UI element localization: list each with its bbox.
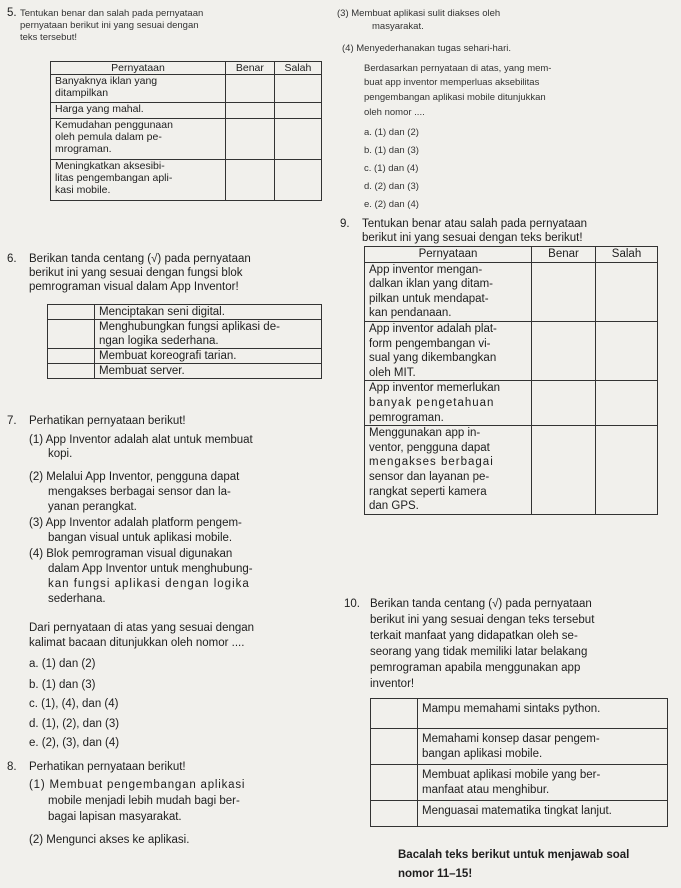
false-checkbox-cell[interactable] — [596, 426, 658, 515]
statement-line: sual yang dikembangkan — [369, 352, 497, 365]
checklist-table-q6 — [47, 304, 322, 379]
statement-line: masyarakat. — [372, 21, 424, 32]
question-text-line: pemrograman apabila menggunakan app — [370, 662, 581, 674]
question-title: Perhatikan pernyataan berikut! — [29, 761, 186, 773]
table-row — [51, 119, 322, 160]
statement-line: Menghubungkan fungsi aplikasi de- — [99, 321, 280, 333]
statement-line: Harga yang mahal. — [55, 103, 144, 115]
question-text-line: Berdasarkan pernyataan di atas, yang mem- — [364, 63, 552, 74]
statement-line: Banyaknya iklan yang — [55, 75, 158, 87]
statement-line: (1) App Inventor adalah alat untuk membuat — [29, 434, 253, 446]
question-number: 7. — [7, 415, 17, 427]
statement-line: dalam App Inventor untuk menghubung- — [48, 563, 253, 575]
false-checkbox-cell[interactable] — [274, 160, 321, 201]
statement-line: litas pengembangan apli- — [55, 172, 173, 184]
true-checkbox-cell[interactable] — [226, 160, 275, 201]
table-row — [371, 729, 668, 765]
question-text-line: Dari pernyataan di atas yang sesuai dengan — [29, 622, 255, 634]
false-checkbox-cell[interactable] — [274, 75, 321, 103]
statement-line: manfaat atau menghibur. — [422, 784, 550, 796]
statement-table-q5 — [50, 61, 322, 201]
statement-line: Membuat aplikasi mobile yang ber- — [422, 769, 601, 781]
header-true: Benar — [532, 247, 596, 263]
statement-line: ditampilkan — [55, 87, 109, 99]
statement-line: form pengembangan vi- — [369, 337, 491, 350]
header-statement: Pernyataan — [51, 62, 226, 75]
checkbox-cell[interactable] — [371, 765, 418, 801]
true-checkbox-cell[interactable] — [226, 119, 275, 160]
question-text-line: terkait manfaat yang didapatkan oleh se- — [370, 630, 578, 642]
true-checkbox-cell[interactable] — [532, 381, 596, 426]
question-text-line: pernyataan berikut ini yang sesuai dengan — [20, 20, 199, 31]
true-checkbox-cell[interactable] — [532, 426, 596, 515]
statement-line: App inventor mengan- — [369, 263, 483, 276]
false-checkbox-cell[interactable] — [596, 381, 658, 426]
statement-line: mrograman. — [55, 143, 112, 155]
checkbox-cell[interactable] — [371, 729, 418, 765]
option-b[interactable]: b. (1) dan (3) — [364, 145, 419, 156]
false-checkbox-cell[interactable] — [274, 103, 321, 119]
section-instruction: nomor 11–15! — [398, 868, 473, 880]
statement-line: kan pendanaan. — [369, 307, 452, 320]
statement-line: (1) Membuat pengembangan aplikasi — [29, 779, 246, 791]
question-text-line: berikut ini yang sesuai dengan teks berikut! — [362, 232, 583, 244]
question-text-line: berikut ini yang sesuai dengan fungsi blok — [29, 267, 243, 279]
header-false: Salah — [596, 247, 658, 263]
option-b[interactable]: b. (1) dan (3) — [29, 679, 96, 691]
statement-line: Membuat koreografi tarian. — [99, 350, 237, 362]
statement-line: mengakses berbagai sensor dan la- — [48, 486, 231, 498]
table-row — [51, 103, 322, 119]
statement-line: yanan perangkat. — [48, 501, 137, 513]
statement-line: (3) Membuat aplikasi sulit diakses oleh — [337, 8, 501, 19]
statement-line: sensor dan layanan pe- — [369, 470, 490, 483]
checkbox-cell[interactable] — [48, 364, 95, 379]
question-text-line: pemrograman visual dalam App Inventor! — [29, 281, 239, 293]
statement-line: banyak pengetahuan — [369, 396, 495, 409]
statement-line: Memahami konsep dasar pengem- — [422, 733, 600, 745]
statement-line: Mampu memahami sintaks python. — [422, 703, 601, 715]
statement-line: rangkat seperti kamera — [369, 485, 487, 498]
question-text-line: seorang yang tidak memiliki latar belakang — [370, 646, 588, 658]
question-number: 10. — [344, 598, 360, 610]
statement-line: oleh pemula dalam pe- — [55, 131, 162, 143]
question-number: 6. — [7, 253, 17, 265]
question-text-line: Berikan tanda centang (√) pada pernyataan — [29, 253, 251, 265]
statement-line: Meningkatkan aksesibi- — [55, 160, 165, 172]
statement-line: pemrograman. — [369, 411, 444, 424]
statement-line: kasi mobile. — [55, 184, 111, 196]
header-true: Benar — [226, 62, 275, 75]
statement-line: bangan visual untuk aplikasi mobile. — [48, 532, 233, 544]
statement-line: oleh MIT. — [369, 366, 416, 379]
table-row — [365, 426, 658, 515]
statement-line: bagai lapisan masyarakat. — [48, 811, 182, 823]
statement-line: (4) Menyederhanakan tugas sehari-hari. — [342, 43, 511, 54]
table-row — [48, 320, 322, 349]
statement-line: Menguasai matematika tingkat lanjut. — [422, 805, 612, 817]
table-row — [371, 699, 668, 729]
table-row — [48, 349, 322, 364]
false-checkbox-cell[interactable] — [596, 321, 658, 380]
checkbox-cell[interactable] — [371, 801, 418, 827]
option-a[interactable]: a. (1) dan (2) — [364, 127, 419, 138]
header-statement: Pernyataan — [365, 247, 532, 263]
option-d[interactable]: d. (2) dan (3) — [364, 181, 419, 192]
table-row — [51, 160, 322, 201]
question-text-line: inventor! — [370, 678, 415, 690]
statement-table-q9 — [364, 246, 658, 515]
table-row — [48, 364, 322, 379]
statement-line: Menciptakan seni digital. — [99, 306, 225, 318]
false-checkbox-cell[interactable] — [596, 262, 658, 321]
checklist-table-q10 — [370, 698, 668, 827]
statement-line: pilkan untuk mendapat- — [369, 292, 489, 305]
statement-line: mobile menjadi lebih mudah bagi ber- — [48, 795, 240, 807]
table-row — [48, 305, 322, 320]
question-text-line: teks tersebut! — [20, 32, 78, 43]
statement-line: mengakses berbagai — [369, 456, 494, 469]
option-e[interactable]: e. (2) dan (4) — [364, 199, 419, 210]
true-checkbox-cell[interactable] — [226, 75, 275, 103]
statement-line: (2) Melalui App Inventor, pengguna dapat — [29, 471, 240, 483]
option-e[interactable]: e. (2), (3), dan (4) — [29, 737, 120, 749]
table-row — [365, 262, 658, 321]
statement-line: bangan aplikasi mobile. — [422, 748, 543, 760]
table-header-row — [365, 247, 658, 263]
question-number: 9. — [340, 218, 350, 230]
table-row — [365, 381, 658, 426]
statement-line: dalkan iklan yang ditam- — [369, 278, 494, 291]
statement-line: App inventor adalah plat- — [369, 322, 497, 335]
table-row — [365, 321, 658, 380]
option-d[interactable]: d. (1), (2), dan (3) — [29, 718, 120, 730]
table-header-row — [51, 62, 322, 75]
question-text-line: Tentukan benar atau salah pada pernyataan — [362, 218, 588, 230]
header-false: Salah — [274, 62, 321, 75]
true-checkbox-cell[interactable] — [532, 262, 596, 321]
question-text-line: oleh nomor .... — [364, 107, 425, 118]
true-checkbox-cell[interactable] — [226, 103, 275, 119]
statement-line: (3) App Inventor adalah platform pengem- — [29, 517, 242, 529]
statement-line: (2) Mengunci akses ke aplikasi. — [29, 834, 190, 846]
false-checkbox-cell[interactable] — [274, 119, 321, 160]
question-text-line: kalimat bacaan ditunjukkan oleh nomor .... — [29, 637, 245, 649]
statement-line: Membuat server. — [99, 365, 185, 377]
statement-line: ngan logika sederhana. — [99, 335, 219, 347]
question-number: 8. — [7, 761, 17, 773]
statement-line: ventor, pengguna dapat — [369, 441, 490, 454]
statement-line: (4) Blok pemrograman visual digunakan — [29, 548, 233, 560]
checkbox-cell[interactable] — [371, 699, 418, 729]
option-c[interactable]: c. (1) dan (4) — [364, 163, 419, 174]
question-text-line: pengembangan aplikasi mobile ditunjukkan — [364, 92, 546, 103]
statement-line: Kemudahan penggunaan — [55, 119, 173, 131]
statement-line: sederhana. — [48, 593, 106, 605]
question-text-line: buat app inventor memperluas aksebilitas — [364, 77, 540, 88]
statement-line: App inventor memerlukan — [369, 382, 501, 395]
question-text-line: berikut ini yang sesuai dengan teks tersebut — [370, 614, 595, 626]
option-a[interactable]: a. (1) dan (2) — [29, 658, 96, 670]
table-row — [371, 765, 668, 801]
question-number: 5. — [7, 7, 17, 19]
statement-line: kan fungsi aplikasi dengan logika — [48, 578, 250, 590]
statement-line: dan GPS. — [369, 500, 419, 513]
table-row — [371, 801, 668, 827]
true-checkbox-cell[interactable] — [532, 321, 596, 380]
checkbox-cell[interactable] — [48, 349, 95, 364]
statement-line: kopi. — [48, 448, 73, 460]
question-text-line: Tentukan benar dan salah pada pernyataan — [20, 8, 204, 19]
section-instruction: Bacalah teks berikut untuk menjawab soal — [398, 849, 630, 861]
checkbox-cell[interactable] — [48, 305, 95, 320]
question-title: Perhatikan pernyataan berikut! — [29, 415, 186, 427]
table-row — [51, 75, 322, 103]
checkbox-cell[interactable] — [48, 320, 95, 349]
statement-line: Menggunakan app in- — [369, 427, 481, 440]
question-text-line: Berikan tanda centang (√) pada pernyataan — [370, 598, 592, 610]
option-c[interactable]: c. (1), (4), dan (4) — [29, 698, 119, 710]
